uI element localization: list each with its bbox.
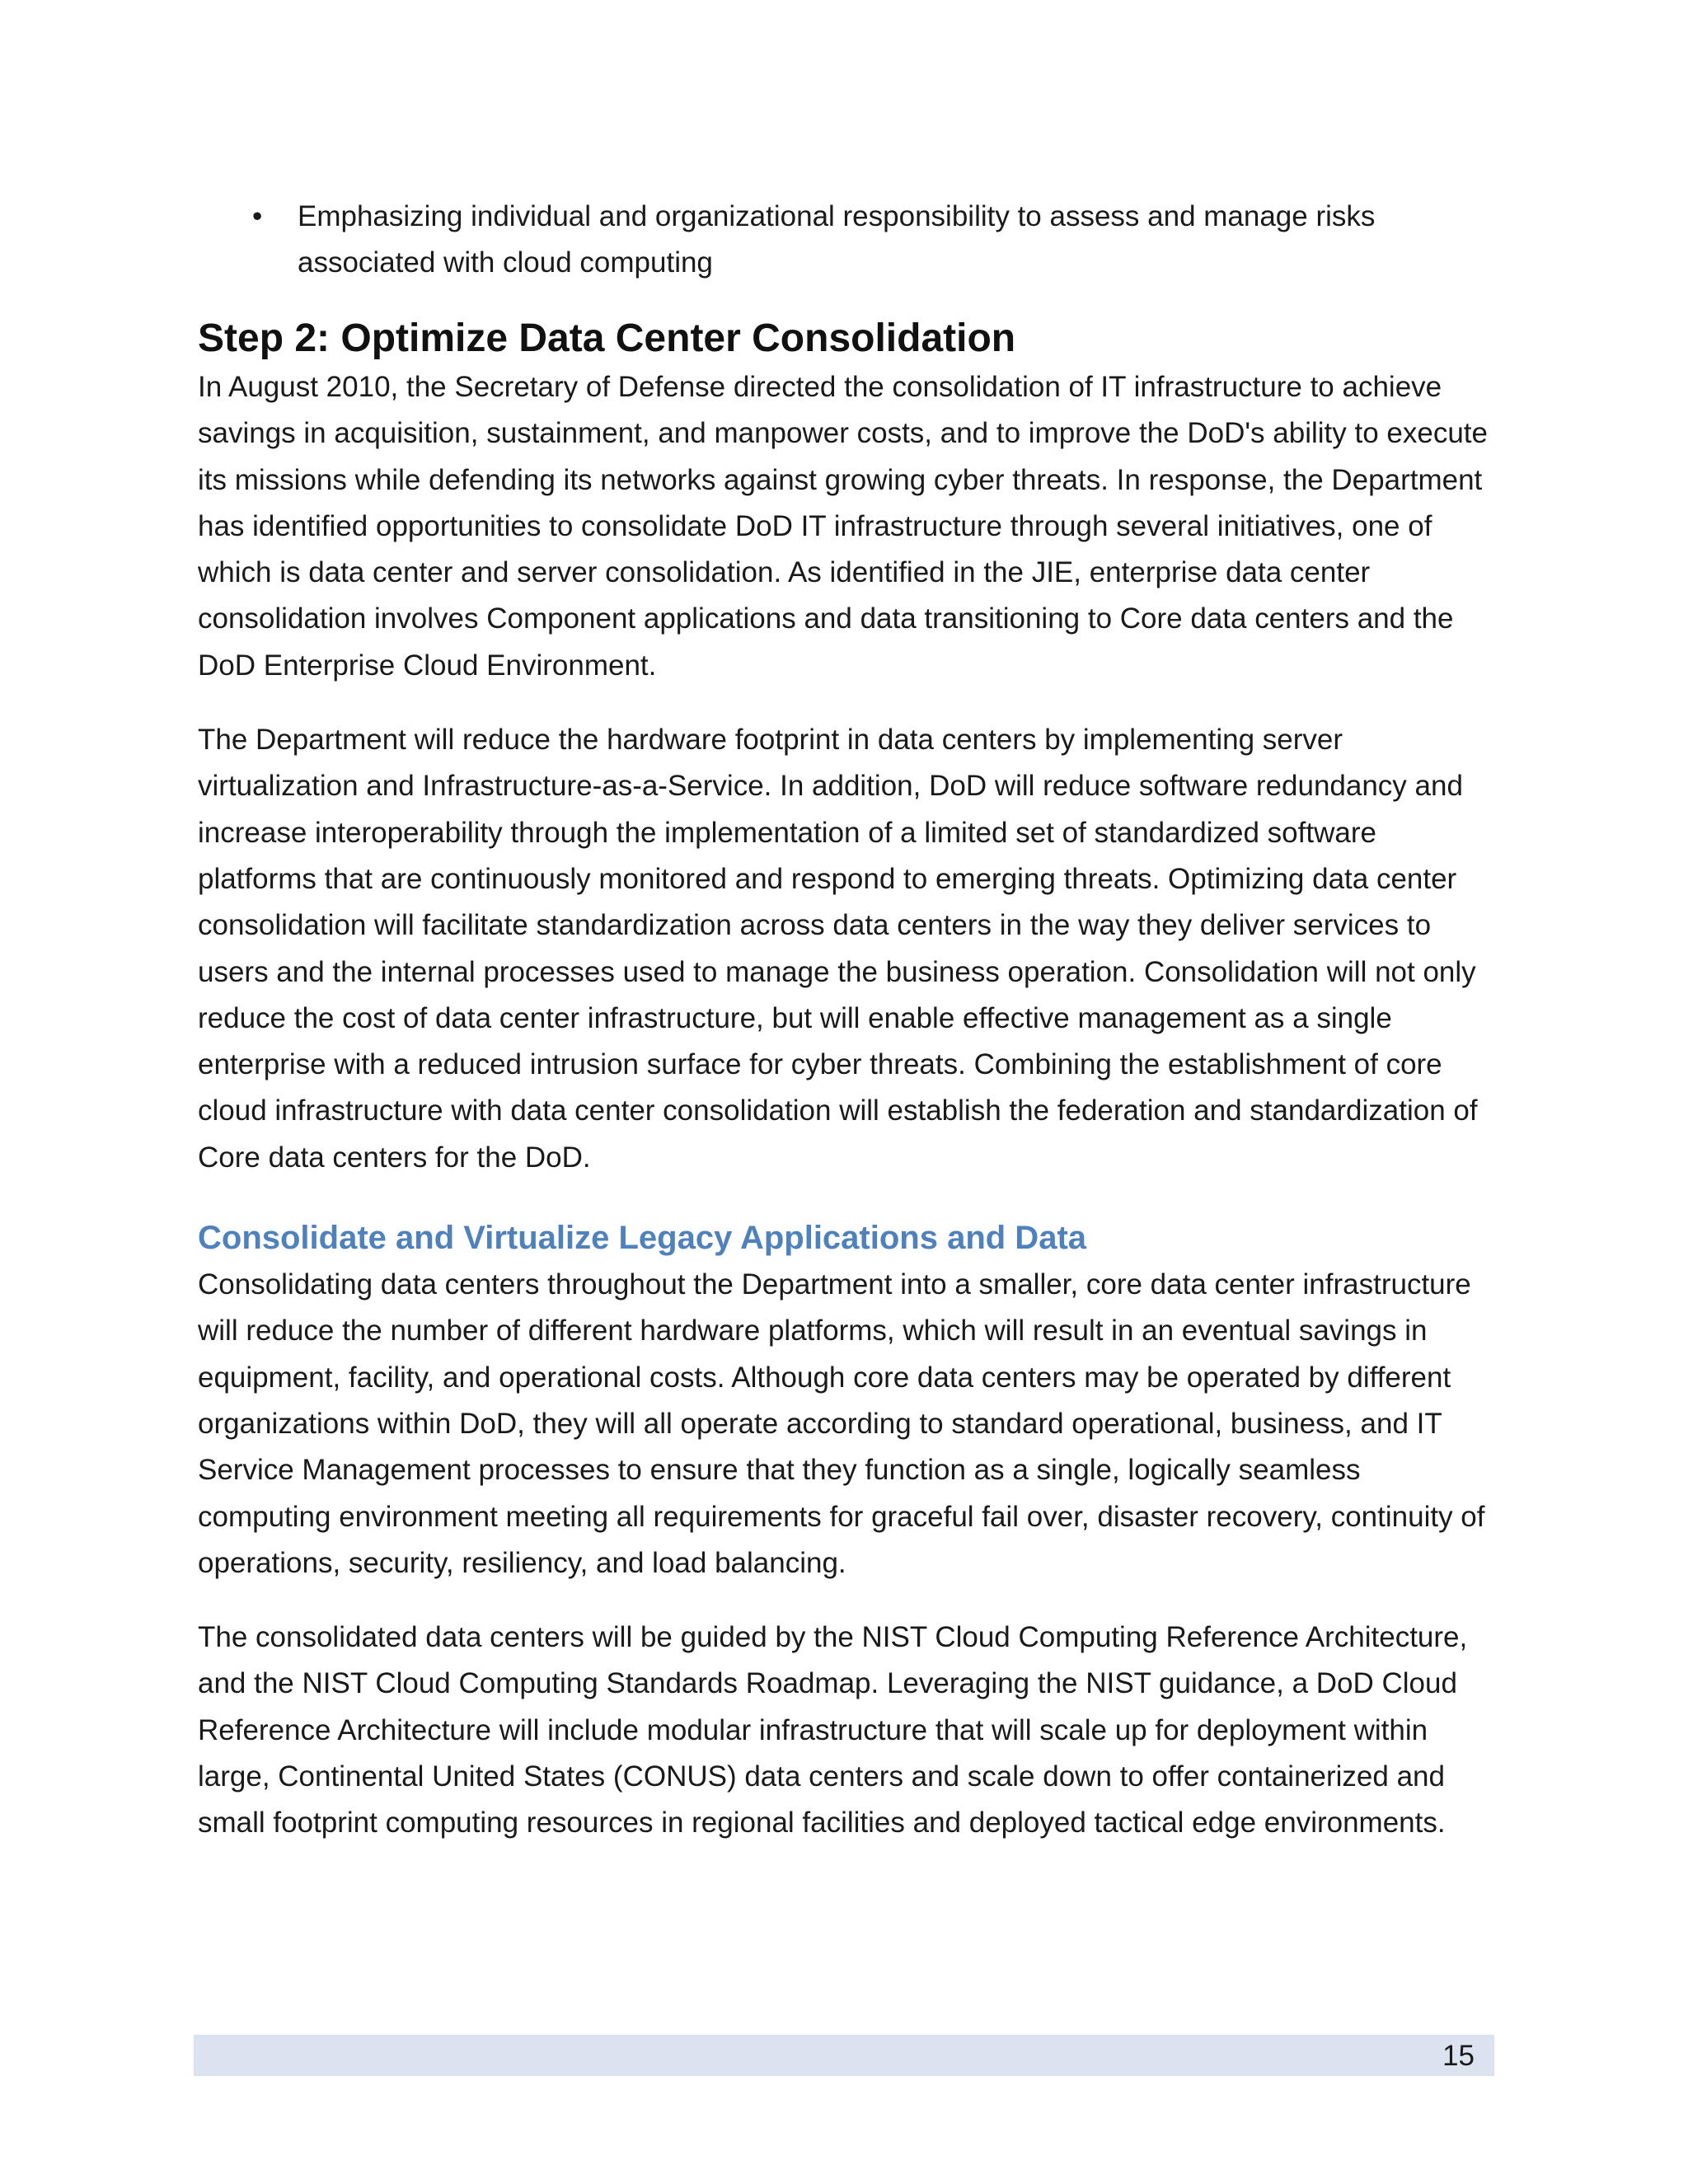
- bullet-item: [198, 194, 1500, 286]
- page-number: 15: [1442, 2040, 1475, 2072]
- section-heading-step-2: Step 2: Optimize Data Center Consolidation: [198, 316, 1016, 360]
- paragraph: The Department will reduce the hardware footprint in data centers by implementing server virtualization and Infrastructure-as-a-Service. In addition, DoD will reduce software redundancy and increase interoperability through the implementation of a limited set of standardized software platforms that are continuously monitored and respond to emerging threats. Optimizing data center consolidation will facilitate standardization across data centers in the way they deliver services to users and the internal processes used to manage the business operation. Consolidation will not only reduce the cost of data center infrastructure, but will enable effective management as a single enterprise with a reduced intrusion surface for cyber threats. Combining the establishment of core cloud infrastructure with data center consolidation will establish the federation and standardization of Core data centers for the DoD.: [198, 724, 1478, 1174]
- paragraph: The consolidated data centers will be guided by the NIST Cloud Computing Reference Architecture, and the NIST Cloud Computing Standards Roadmap. Leveraging the NIST guidance, a DoD Cloud Reference Architecture will include modular infrastructure that will scale up for deployment within large, Continental United States (CONUS) data centers and scale down to offer containerized and small footprint computing resources in regional facilities and deployed tactical edge environments.: [198, 1621, 1468, 1840]
- subsection-heading: Consolidate and Virtualize Legacy Applications and Data: [198, 1220, 1087, 1257]
- bullet-list: [198, 194, 1500, 286]
- page-footer-bar: [194, 2035, 1494, 2076]
- bullet-text: Emphasizing individual and organizational responsibility to assess and manage risks associated with cloud computing: [298, 200, 1376, 279]
- paragraph: In August 2010, the Secretary of Defense directed the consolidation of IT infrastructure to achieve savings in acquisition, sustainment, and manpower costs, and to improve the DoD's ability to execute its missions while defending its networks against growing cyber threats. In response, the Department has identified opportunities to consolidate DoD IT infrastructure through several initiatives, one of which is data center and server consolidation. As identified in the JIE, enterprise data center consolidation involves Component applications and data transitioning to Core data centers and the DoD Enterprise Cloud Environment.: [198, 371, 1488, 682]
- bullet-icon: •: [252, 200, 263, 232]
- paragraph: Consolidating data centers throughout the Department into a smaller, core data center infrastructure will reduce the number of different hardware platforms, which will result in an eventual savings in equipment, facility, and operational costs. Although core data centers may be operated by different organizations within DoD, they will all operate according to standard operational, business, and IT Service Management processes to ensure that they function as a single, logically seamless computing environment meeting all requirements for graceful fail over, disaster recovery, continuity of operations, security, resiliency, and load balancing.: [198, 1268, 1485, 1579]
- document-page: [198, 194, 1500, 1847]
